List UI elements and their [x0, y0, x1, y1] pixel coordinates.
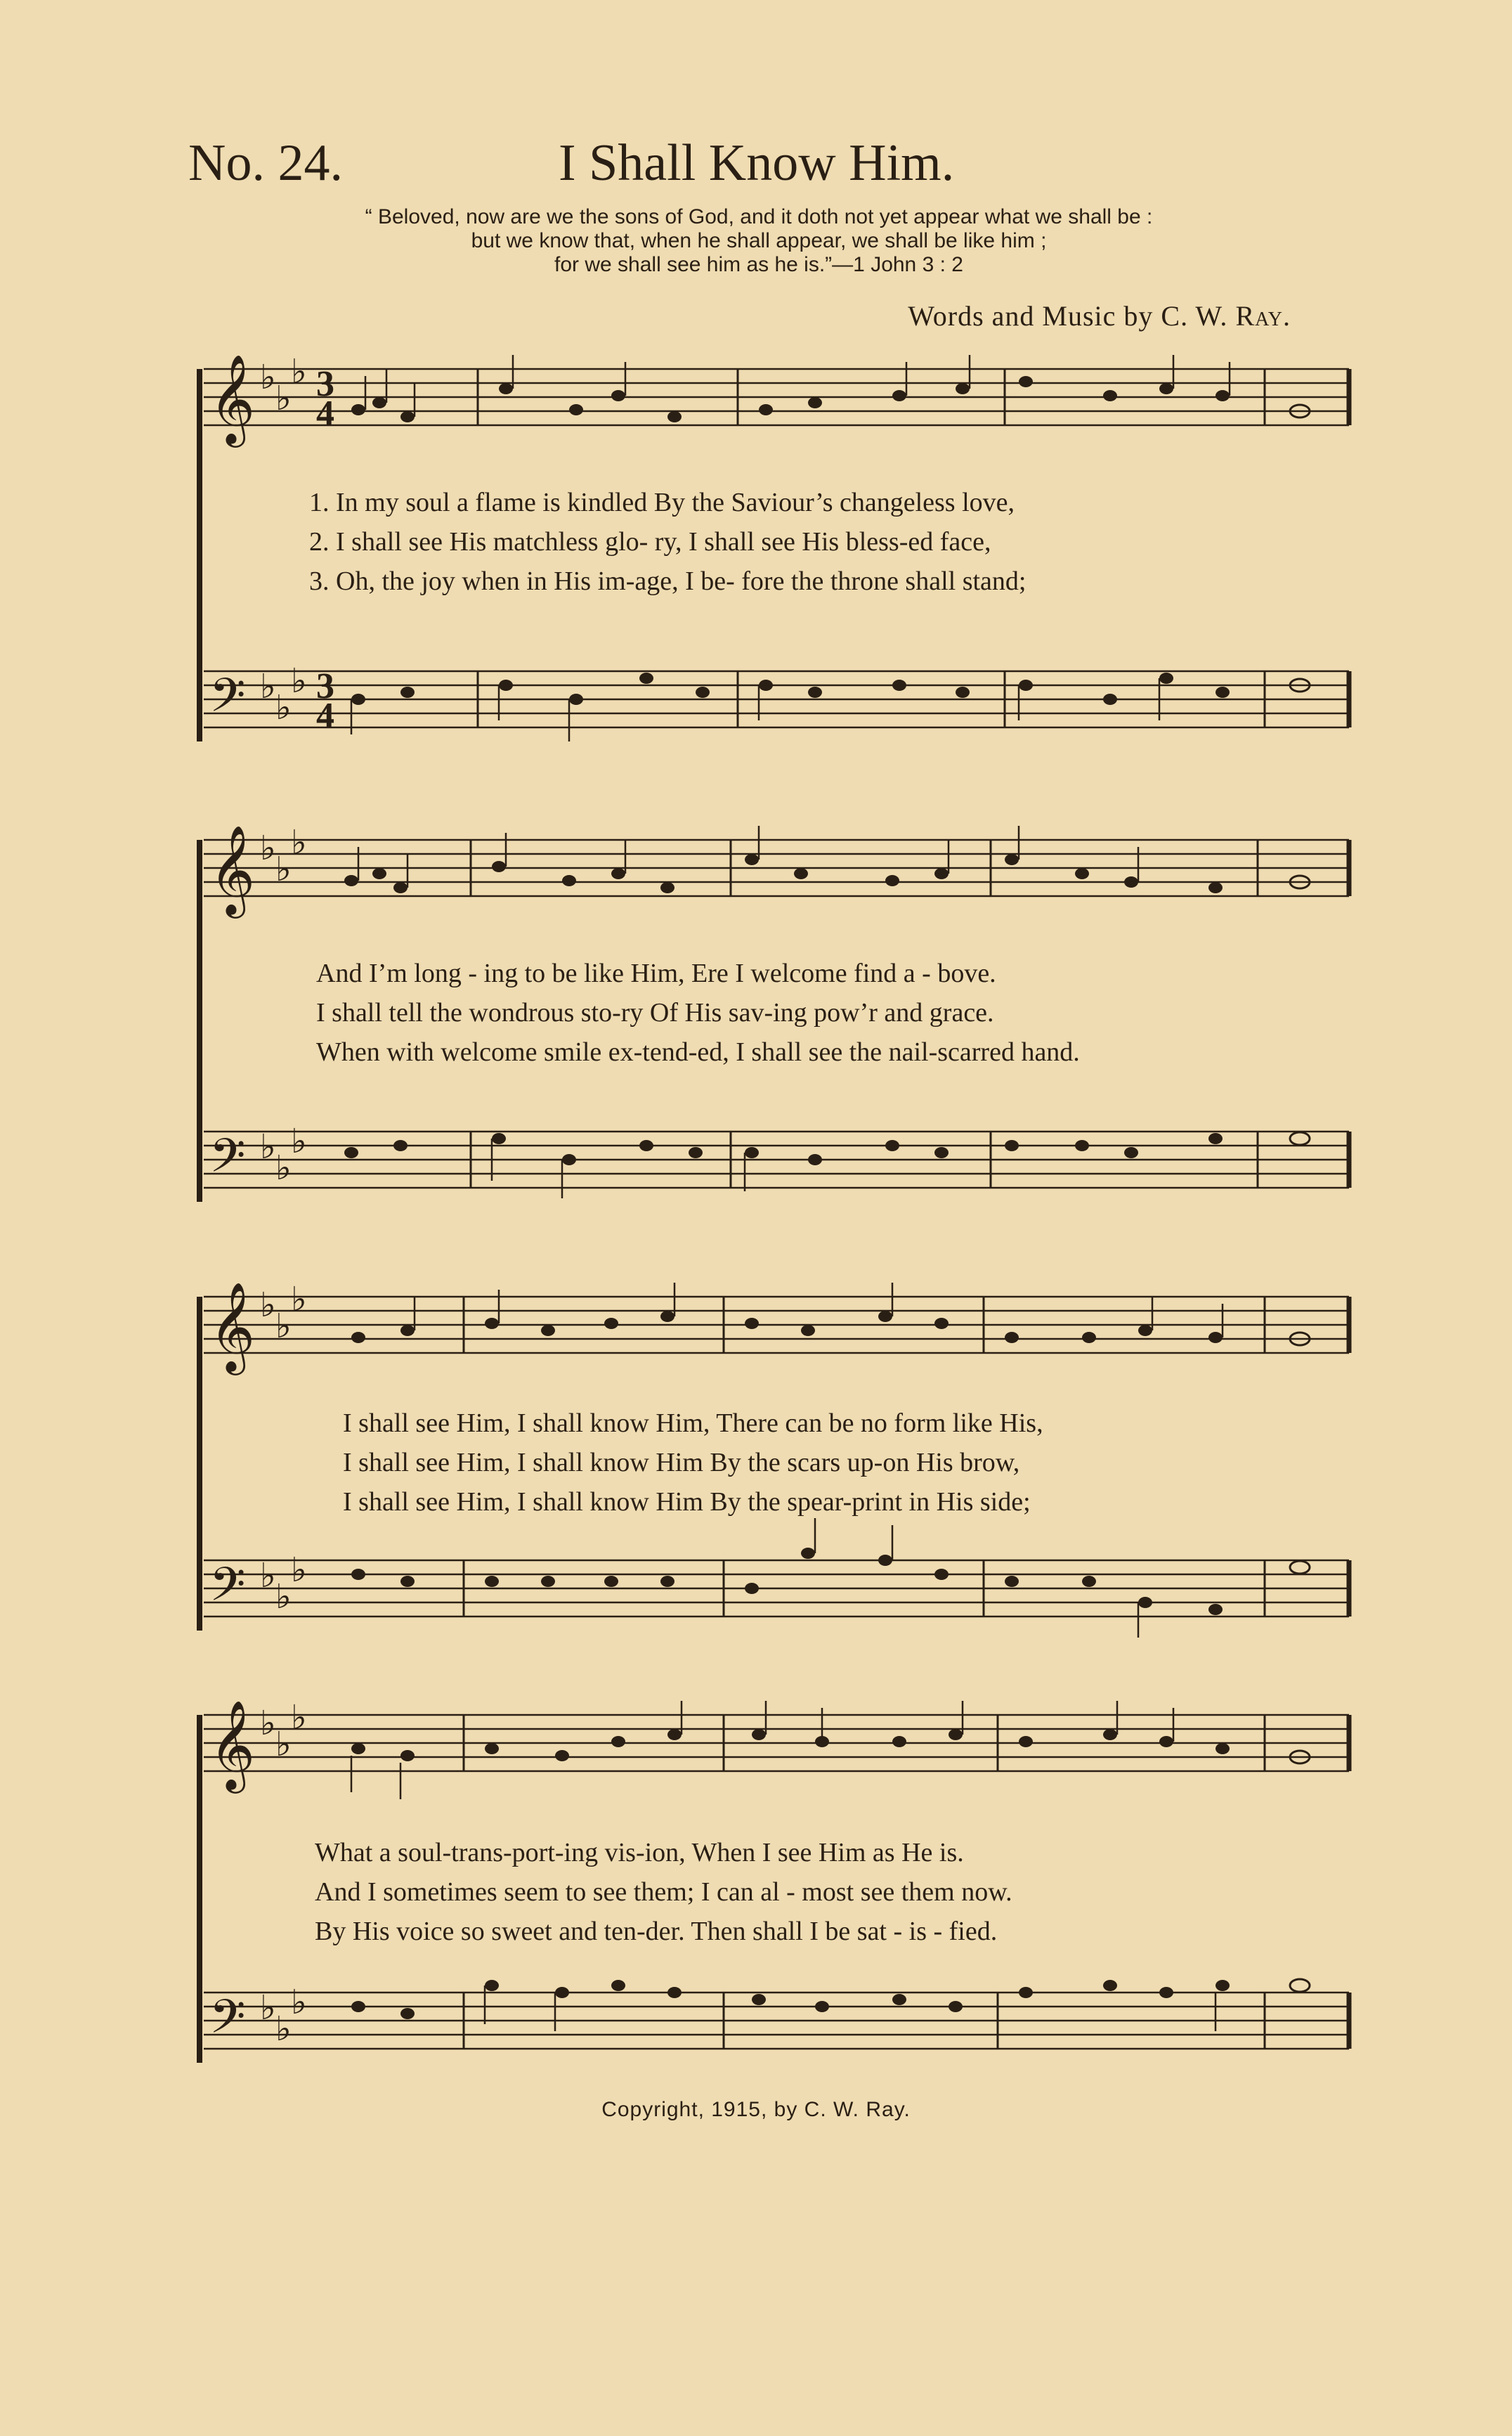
treble-clef-icon: 𝄞	[209, 1702, 256, 1788]
svg-text:♭: ♭	[260, 1705, 276, 1742]
scripture-line: for we shall see him as he is.”—1 John 3 : 2	[554, 253, 963, 276]
lyric-line: I shall tell the wondrous sto-ry Of His sav-ing pow’r and grace.	[316, 998, 994, 1028]
hymn-number: No. 24.	[188, 134, 343, 192]
svg-text:♭: ♭	[260, 830, 276, 867]
bass-staff	[204, 1132, 1349, 1188]
credit-name: Ray.	[1235, 300, 1291, 332]
svg-text:♭: ♭	[260, 668, 276, 706]
bass-clef-icon: 𝄢	[209, 1993, 246, 2054]
hymn-title: I Shall Know Him.	[559, 134, 955, 192]
lyric-line: 1. In my soul a flame is kindled By the Saviour’s changeless love,	[309, 488, 1015, 517]
svg-text:♭: ♭	[291, 824, 307, 862]
svg-text:♭: ♭	[291, 1699, 307, 1737]
key-signature-flats	[260, 824, 307, 1187]
lyric-line: I shall see Him, I shall know Him, There can be no form like His,	[343, 1408, 1043, 1438]
treble-clef-icon: 𝄞	[209, 356, 256, 442]
svg-text:♭: ♭	[275, 1308, 292, 1345]
scripture-epigraph	[211, 205, 1307, 277]
lyric-line: What a soul-trans-port-ing vis-ion, When I see Him as He is.	[315, 1838, 964, 1867]
svg-text:♭: ♭	[291, 1123, 307, 1160]
lyrics-system-3	[343, 1404, 1512, 1522]
lyric-line: 3. Oh, the joy when in His im-age, I be- fore the throne shall stand;	[309, 566, 1027, 596]
bass-clef-icon: 𝄢	[209, 1560, 246, 1622]
svg-text:♭: ♭	[275, 851, 292, 888]
treble-staff	[204, 369, 1349, 425]
key-signature-flats	[260, 1281, 307, 1616]
svg-text:♭: ♭	[291, 1984, 307, 2021]
svg-text:♭: ♭	[275, 1726, 292, 1763]
lyric-line: And I sometimes seem to see them; I can al - most see them now.	[315, 1877, 1012, 1907]
bass-staff	[204, 1560, 1349, 1617]
svg-text:♭: ♭	[275, 2011, 292, 2048]
lyrics-system-2	[316, 954, 1512, 1072]
svg-text:♭: ♭	[260, 1287, 276, 1324]
lyrics-system-1	[309, 483, 1512, 601]
composer-credit	[908, 299, 1291, 332]
lyric-line: By His voice so sweet and ten-der. Then shall I be sat - is - fied.	[315, 1917, 998, 1946]
scripture-line: but we know that, when he shall appear, we shall be like him ;	[471, 229, 1047, 252]
svg-text:♭: ♭	[275, 1579, 292, 1616]
svg-text:♭: ♭	[275, 380, 292, 417]
svg-text:♭: ♭	[275, 1150, 292, 1187]
svg-text:♭: ♭	[291, 354, 307, 391]
svg-text:♭: ♭	[291, 1281, 307, 1319]
lyric-line: 2. I shall see His matchless glo- ry, I shall see His bless-ed face,	[309, 527, 991, 557]
bass-staff	[204, 1993, 1349, 2049]
bass-clef-icon: 𝄢	[209, 1132, 246, 1193]
lyric-line: I shall see Him, I shall know Him By the spear-print in His side;	[343, 1487, 1031, 1517]
key-signature-flats	[260, 1699, 307, 2048]
lyric-line: And I’m long - ing to be like Him, Ere I welcome find a - bove.	[316, 959, 996, 988]
lyrics-system-4	[315, 1833, 1512, 1951]
svg-text:♭: ♭	[275, 689, 292, 727]
time-sig-top: 3	[316, 364, 334, 404]
svg-text:♭: ♭	[291, 663, 307, 700]
bass-clef-icon: 𝄢	[209, 671, 246, 733]
treble-staff	[204, 1297, 1349, 1353]
svg-text:♭: ♭	[260, 359, 276, 396]
svg-text:♭: ♭	[260, 1990, 276, 2027]
credit-prefix: Words and Music by C. W.	[908, 300, 1228, 332]
time-sig-top: 3	[316, 666, 334, 706]
treble-staff	[204, 1715, 1349, 1771]
treble-staff	[204, 840, 1349, 896]
treble-clef-icon: 𝄞	[209, 1284, 256, 1370]
svg-text:♭: ♭	[291, 1552, 307, 1589]
time-sig-bottom: 4	[316, 394, 334, 434]
svg-text:♭: ♭	[260, 1129, 276, 1166]
time-sig-bottom: 4	[316, 696, 334, 736]
scripture-line: “ Beloved, now are we the sons of God, and it doth not yet appear what we shall be :	[365, 205, 1153, 228]
bass-staff	[204, 671, 1349, 727]
lyric-line: I shall see Him, I shall know Him By the scars up-on His brow,	[343, 1448, 1020, 1477]
copyright-notice: Copyright, 1915, by C. W. Ray.	[601, 2098, 911, 2121]
treble-clef-icon: 𝄞	[209, 827, 256, 913]
svg-text:♭: ♭	[260, 1557, 276, 1595]
lyric-line: When with welcome smile ex-tend-ed, I shall see the nail-scarred hand.	[316, 1037, 1080, 1067]
